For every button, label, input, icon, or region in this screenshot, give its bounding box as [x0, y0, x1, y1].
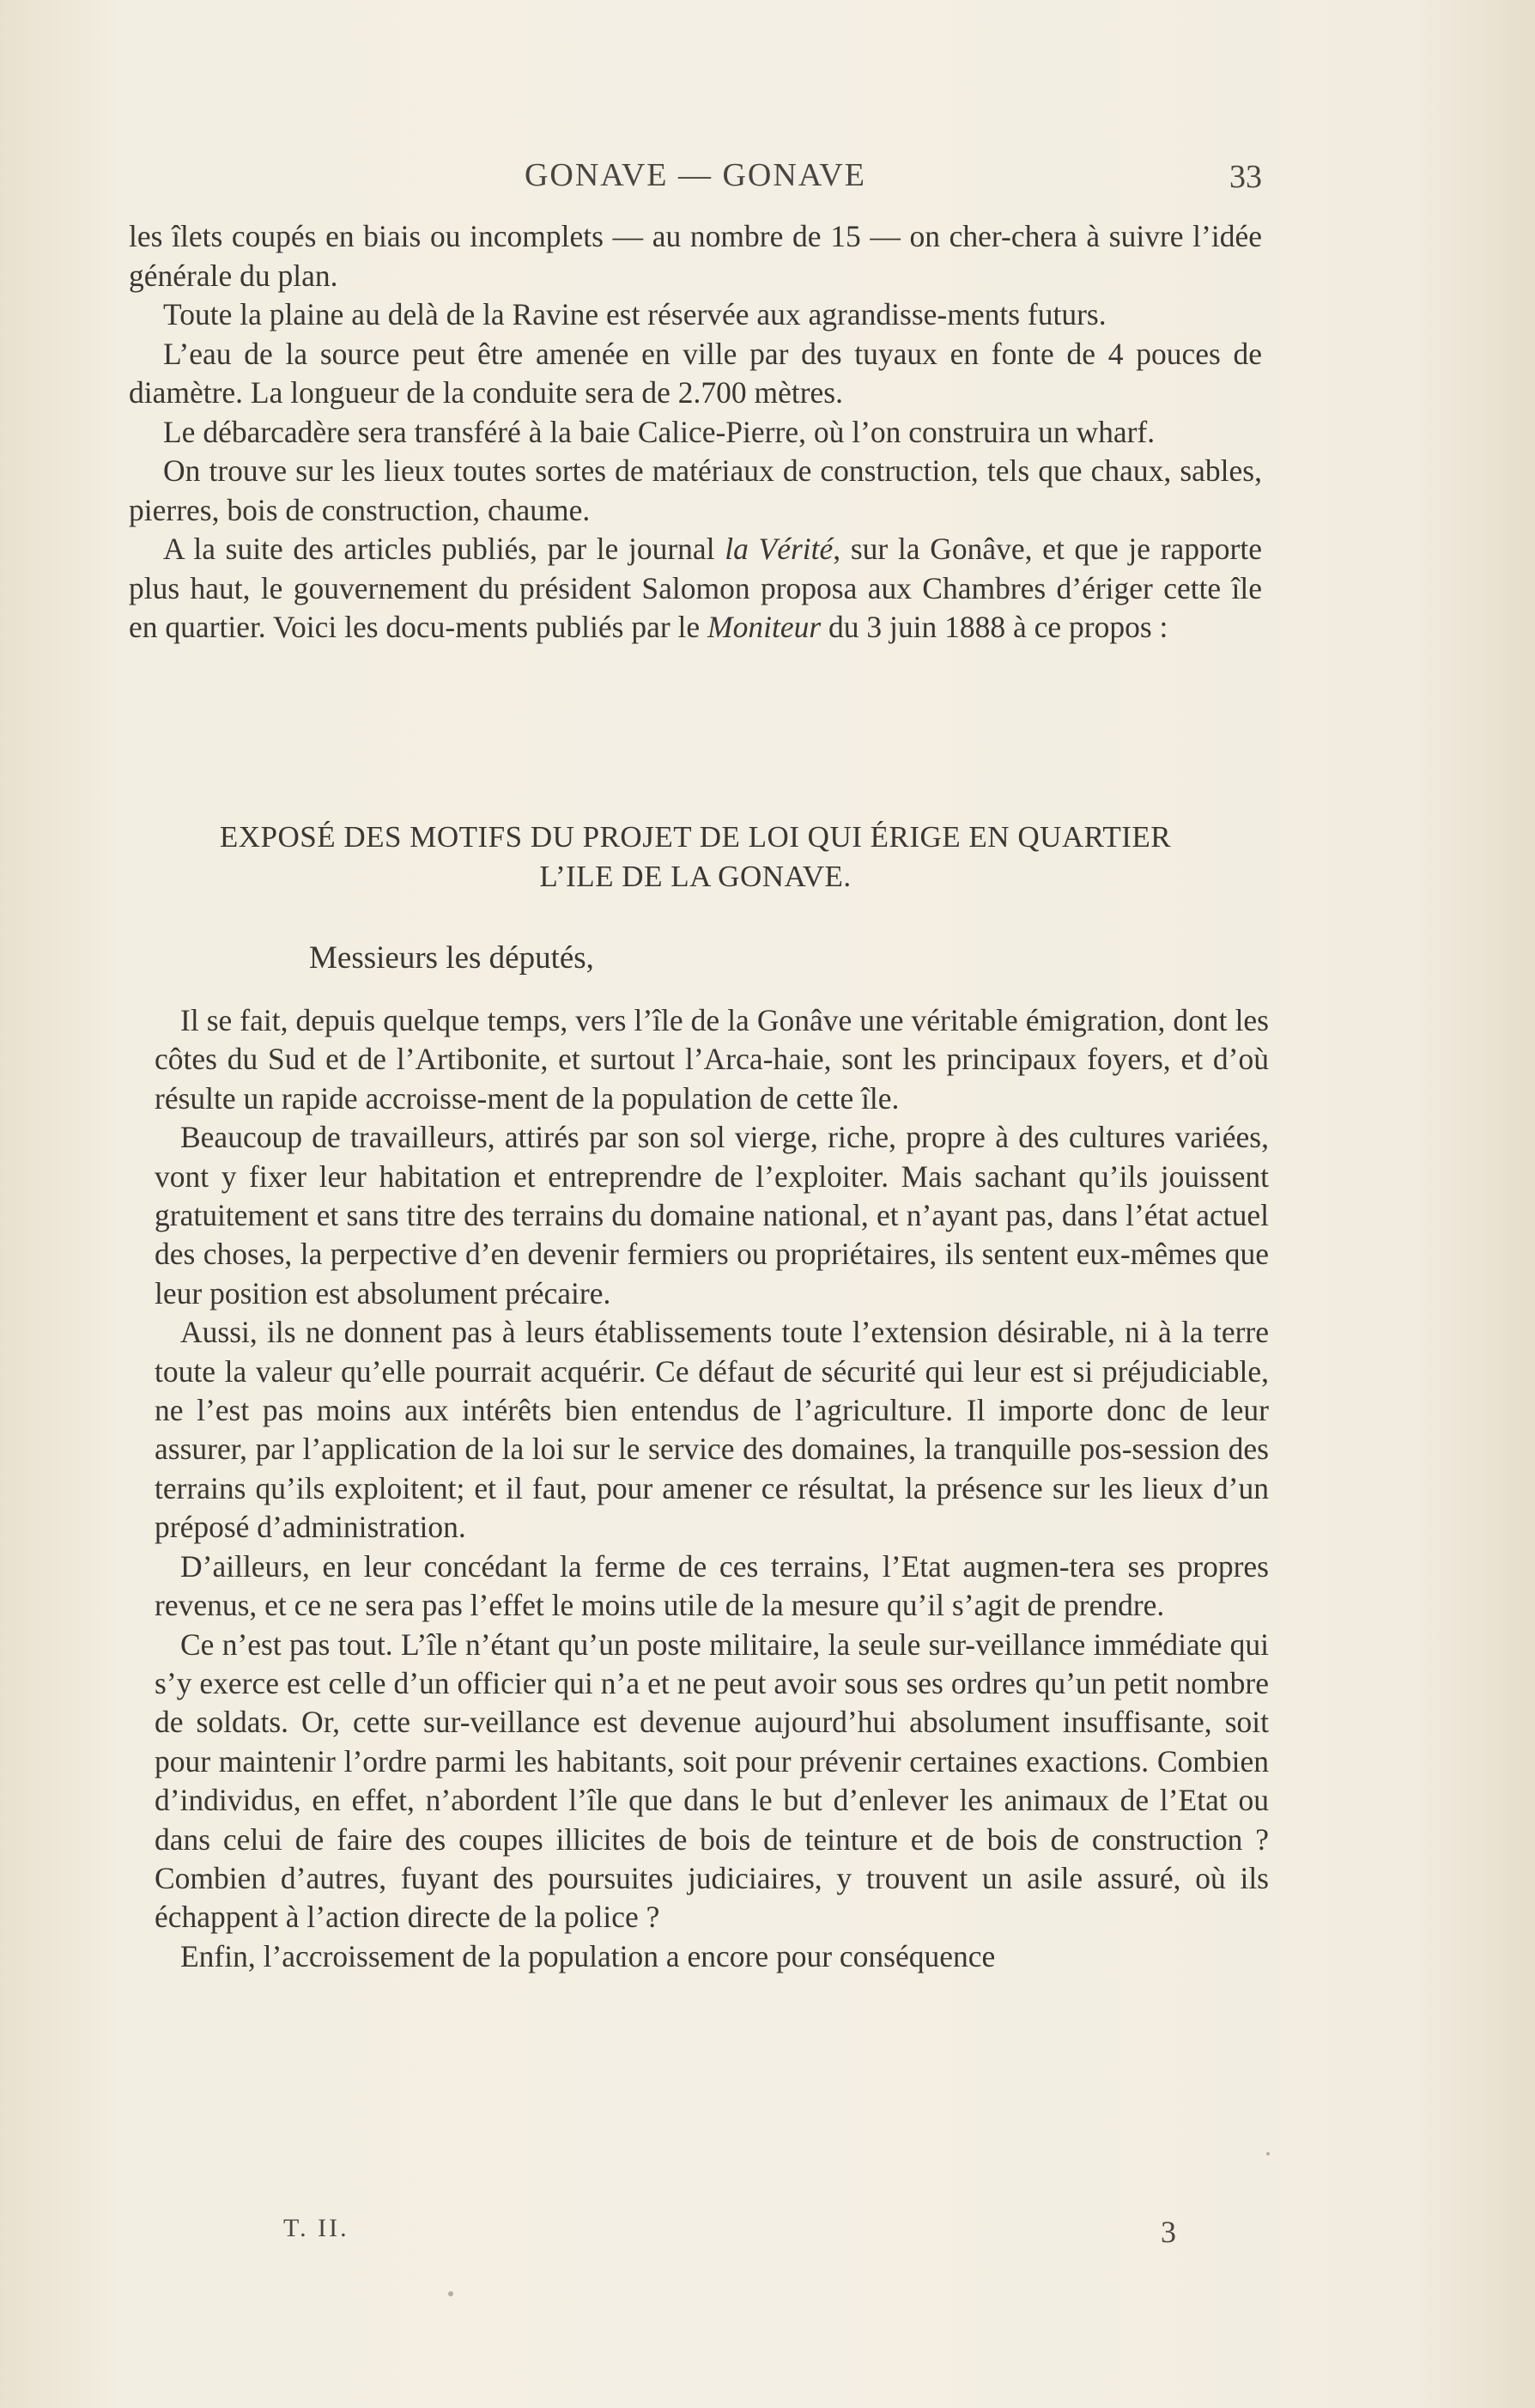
signature-mark: T. II. — [283, 2214, 349, 2242]
paragraph: Le débarcadère sera transféré à la baie Calice-Pierre, où l’on construira un wharf. — [163, 414, 1156, 449]
running-title: GONAVE — GONAVE — [524, 157, 867, 193]
paragraph — [129, 530, 1262, 648]
paragraph-text: , sur la Gonâve, et que je rapporte plus haut, le gouvernement du président Salomon proposa aux Chambres d’ériger cette île en quartier. Voici les docu-ments publiés par le — [129, 532, 1262, 644]
paragraph-text: A la suite des articles publiés, par le journal — [163, 532, 725, 566]
paragraph: Aussi, ils ne donnent pas à leurs établissements toute l’extension désirable, ni à la terre toute la valeur qu’elle pourrait acquérir. Ce défaut de sécurité qui leur est si préjudiciable, ne l’est pas moins aux intérêts bien entendus de l’agriculture. Il importe donc de leur assurer, par l’application de la loi sur le service des domaines, la tranquille pos-session des terrains qu’ils exploitent; et il faut, pour amener ce résultat, la présence sur les lieux d’un préposé d’administration. — [155, 1315, 1269, 1545]
paper-speck — [448, 2291, 453, 2296]
paragraph-text: du 3 juin 1888 à ce propos : — [821, 610, 1168, 644]
journal-name: Moniteur — [707, 610, 822, 644]
paragraph: Il se fait, depuis quelque temps, vers l’île de la Gonâve une véritable émigration, dont les côtes du Sud et de l’Artibonite, et surtout l’Arca-haie, sont les principaux foyers, et d’où résulte un rapide accroisse-ment de la population de cette île. — [155, 1003, 1269, 1116]
page-header — [129, 156, 1262, 199]
section-title — [129, 818, 1262, 897]
paragraph: Beaucoup de travailleurs, attirés par son sol vierge, riche, propre à des cultures variées, vont y fixer leur habitation et entreprendre de l’exploiter. Mais sachant qu’ils jouissent gratuitement et sans titre des terrains du domaine national, et n’ayant pas, dans l’état actuel des choses, la perpective d’en devenir fermiers ou propriétaires, ils sentent eux-mêmes que leur position est absolument précaire. — [155, 1120, 1269, 1310]
paragraph: D’ailleurs, en leur concédant la ferme de ces terrains, l’Etat augmen-tera ses propres revenus, et ce ne sera pas l’effet le moins utile de la mesure qu’il s’agit de prendre. — [155, 1548, 1269, 1623]
journal-name: la Vérité — [725, 532, 834, 566]
paragraph: Toute la plaine au delà de la Ravine est réservée aux agrandisse-ments futurs. — [163, 297, 1107, 331]
speech-text — [155, 1001, 1269, 1976]
section-title-line: L’ILE DE LA GONAVE. — [539, 860, 852, 893]
page-number: 33 — [1229, 159, 1262, 195]
paragraph: Enfin, l’accroissement de la population a encore pour conséquence — [180, 1938, 996, 1973]
body-text — [129, 217, 1262, 648]
section-title-line: EXPOSÉ DES MOTIFS DU PROJET DE LOI QUI ÉRIGE EN QUARTIER — [219, 820, 1172, 854]
paragraph: Ce n’est pas tout. L’île n’étant qu’un poste militaire, la seule sur-veillance immédiate qui s’y exerce est celle d’un officier qui n’a et ne peut avoir sous ses ordres qu’un petit nombre de soldats. Or, cette sur-veillance est devenue aujourd’hui absolument insuffisante, soit pour maintenir l’ordre parmi les habitants, soit pour prévenir certaines exactions. Combien d’individus, en effet, n’abordent l’île que dans le but d’enlever les animaux de l’Etat ou dans celui de faire des coupes illicites de bois de teinture et de bois de construction ? Combien d’autres, fuyant des poursuites judiciaires, y trouvent un asile assuré, où ils échappent à l’action directe de la police ? — [155, 1627, 1269, 1935]
salutation: Messieurs les députés, — [309, 940, 594, 976]
paragraph: les îlets coupés en biais ou incomplets — au nombre de 15 — on cher-chera à suivre l’idée générale du plan. — [129, 219, 1262, 293]
signature-number: 3 — [1161, 2215, 1176, 2249]
signature-line — [283, 2214, 1176, 2252]
paragraph: L’eau de la source peut être amenée en ville par des tuyaux en fonte de 4 pouces de diamètre. La longueur de la conduite sera de 2.700 mètres. — [129, 336, 1262, 410]
paragraph: On trouve sur les lieux toutes sortes de matériaux de construction, tels que chaux, sables, pierres, bois de construction, chaume. — [129, 453, 1262, 527]
paper-speck — [1266, 2152, 1270, 2156]
